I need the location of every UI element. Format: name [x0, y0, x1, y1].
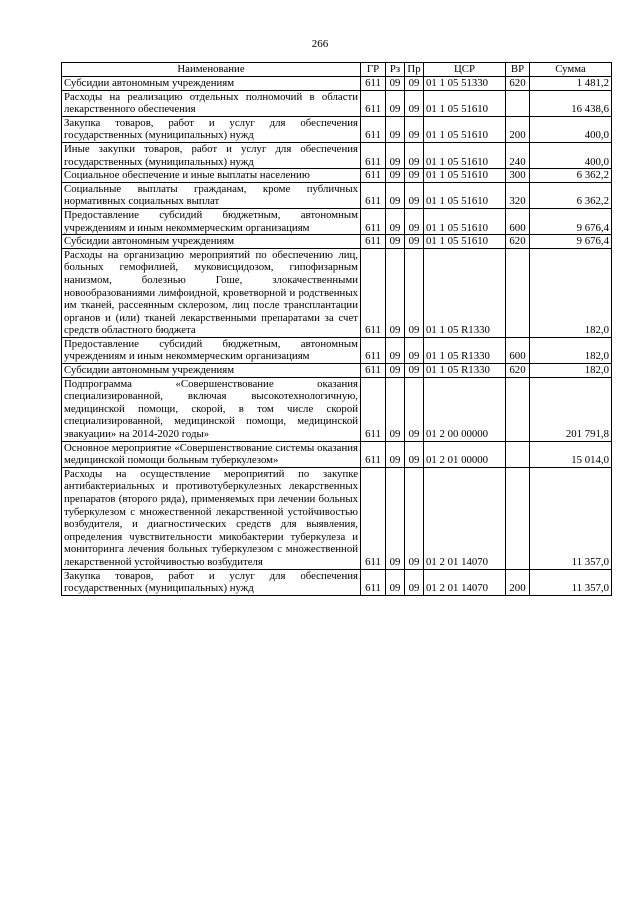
table-row: [62, 77, 612, 91]
cell-gr: 611: [361, 248, 386, 337]
cell-sum: 6 362,2: [530, 169, 612, 183]
cell-pr: 09: [405, 90, 424, 116]
cell-gr: 611: [361, 235, 386, 249]
cell-csr: 01 1 05 51610: [424, 90, 506, 116]
cell-pr: 09: [405, 77, 424, 91]
cell-pr: 09: [405, 208, 424, 234]
cell-gr: 611: [361, 364, 386, 378]
table-row: [62, 441, 612, 467]
cell-csr: 01 1 05 R1330: [424, 337, 506, 363]
cell-pr: 09: [405, 467, 424, 569]
cell-rz: 09: [386, 169, 405, 183]
cell-vr: 600: [506, 208, 530, 234]
cell-name: Подпрограмма «Совершенствование оказания специализированной, включая высокотехнологичную, медицинской помощи, скорой, в том числе скорой специализированной, медицинской помощи, медицинской эвакуации» на 2014-2020 годы»: [62, 377, 361, 441]
cell-rz: 09: [386, 77, 405, 91]
cell-name: Субсидии автономным учреждениям: [62, 235, 361, 249]
cell-vr: 620: [506, 77, 530, 91]
table-row: [62, 364, 612, 378]
cell-gr: 611: [361, 90, 386, 116]
cell-sum: 11 357,0: [530, 569, 612, 595]
table-row: [62, 169, 612, 183]
cell-rz: 09: [386, 569, 405, 595]
cell-csr: 01 1 05 51610: [424, 235, 506, 249]
cell-csr: 01 1 05 R1330: [424, 248, 506, 337]
cell-gr: 611: [361, 377, 386, 441]
cell-sum: 9 676,4: [530, 208, 612, 234]
cell-sum: 1 481,2: [530, 77, 612, 91]
cell-pr: 09: [405, 377, 424, 441]
cell-sum: 16 438,6: [530, 90, 612, 116]
header-name: Наименование: [62, 63, 361, 77]
cell-vr: 200: [506, 116, 530, 142]
table-row: [62, 467, 612, 569]
cell-name: Предоставление субсидий бюджетным, автономным учреждениям и иным некоммерческим организациям: [62, 337, 361, 363]
cell-name: Закупка товаров, работ и услуг для обеспечения государственных (муниципальных) нужд: [62, 116, 361, 142]
cell-gr: 611: [361, 169, 386, 183]
table-row: [62, 235, 612, 249]
cell-name: Расходы на реализацию отдельных полномочий в области лекарственного обеспечения: [62, 90, 361, 116]
cell-sum: 9 676,4: [530, 235, 612, 249]
cell-name: Закупка товаров, работ и услуг для обеспечения государственных (муниципальных) нужд: [62, 569, 361, 595]
cell-vr: 620: [506, 235, 530, 249]
header-sum: Сумма: [530, 63, 612, 77]
cell-rz: 09: [386, 90, 405, 116]
page-number: 266: [311, 38, 329, 50]
cell-csr: 01 1 05 51610: [424, 116, 506, 142]
cell-vr: [506, 467, 530, 569]
cell-sum: 182,0: [530, 364, 612, 378]
cell-vr: [506, 377, 530, 441]
cell-gr: 611: [361, 441, 386, 467]
cell-sum: 11 357,0: [530, 467, 612, 569]
table-header-row: [62, 63, 612, 77]
cell-rz: 09: [386, 377, 405, 441]
cell-gr: 611: [361, 569, 386, 595]
cell-vr: [506, 441, 530, 467]
cell-name: Социальные выплаты гражданам, кроме публичных нормативных социальных выплат: [62, 182, 361, 208]
cell-pr: 09: [405, 337, 424, 363]
cell-csr: 01 1 05 51610: [424, 169, 506, 183]
table-row: [62, 90, 612, 116]
table-row: [62, 116, 612, 142]
cell-rz: 09: [386, 208, 405, 234]
cell-csr: 01 2 00 00000: [424, 377, 506, 441]
cell-pr: 09: [405, 116, 424, 142]
cell-vr: 620: [506, 364, 530, 378]
cell-gr: 611: [361, 182, 386, 208]
cell-name: Социальное обеспечение и иные выплаты населению: [62, 169, 361, 183]
cell-csr: 01 1 05 51610: [424, 182, 506, 208]
cell-pr: 09: [405, 169, 424, 183]
header-vr: ВР: [506, 63, 530, 77]
cell-csr: 01 2 01 00000: [424, 441, 506, 467]
cell-csr: 01 2 01 14070: [424, 467, 506, 569]
cell-sum: 182,0: [530, 248, 612, 337]
cell-vr: 320: [506, 182, 530, 208]
cell-name: Основное мероприятие «Совершенствование системы оказания медицинской помощи больным туберкулезом»: [62, 441, 361, 467]
cell-sum: 201 791,8: [530, 377, 612, 441]
cell-vr: [506, 90, 530, 116]
cell-rz: 09: [386, 182, 405, 208]
cell-gr: 611: [361, 142, 386, 168]
cell-csr: 01 1 05 51610: [424, 142, 506, 168]
cell-pr: 09: [405, 248, 424, 337]
table-row: [62, 142, 612, 168]
cell-csr: 01 1 05 51330: [424, 77, 506, 91]
table-row: [62, 337, 612, 363]
cell-pr: 09: [405, 569, 424, 595]
table-body: [62, 77, 612, 596]
cell-csr: 01 1 05 R1330: [424, 364, 506, 378]
cell-rz: 09: [386, 142, 405, 168]
cell-rz: 09: [386, 441, 405, 467]
cell-sum: 400,0: [530, 142, 612, 168]
budget-table: [61, 62, 612, 596]
cell-sum: 6 362,2: [530, 182, 612, 208]
cell-gr: 611: [361, 77, 386, 91]
cell-rz: 09: [386, 235, 405, 249]
cell-gr: 611: [361, 467, 386, 569]
table-row: [62, 208, 612, 234]
cell-vr: [506, 248, 530, 337]
cell-vr: 240: [506, 142, 530, 168]
cell-csr: 01 1 05 51610: [424, 208, 506, 234]
cell-gr: 611: [361, 337, 386, 363]
cell-gr: 611: [361, 116, 386, 142]
cell-csr: 01 2 01 14070: [424, 569, 506, 595]
cell-name: Расходы на организацию мероприятий по обеспечению лиц, больных гемофилией, муковисцидозом, гипофизарным нанизмом, болезнью Гоше, злокачественными новообразованиями лимфоидной, кроветворной и родственных им тканей, рассеянным склерозом, лиц после трансплантации органов и (или) тканей лекарственными препаратами за счет средств областного бюджета: [62, 248, 361, 337]
cell-name: Предоставление субсидий бюджетным, автономным учреждениям и иным некоммерческим организациям: [62, 208, 361, 234]
cell-rz: 09: [386, 364, 405, 378]
cell-pr: 09: [405, 441, 424, 467]
cell-rz: 09: [386, 116, 405, 142]
cell-sum: 400,0: [530, 116, 612, 142]
cell-rz: 09: [386, 337, 405, 363]
cell-gr: 611: [361, 208, 386, 234]
cell-name: Иные закупки товаров, работ и услуг для обеспечения государственных (муниципальных) нужд: [62, 142, 361, 168]
cell-vr: 200: [506, 569, 530, 595]
header-pr: Пр: [405, 63, 424, 77]
cell-rz: 09: [386, 248, 405, 337]
table-row: [62, 182, 612, 208]
table-row: [62, 248, 612, 337]
cell-name: Расходы на осуществление мероприятий по закупке антибактериальных и противотуберкулезных лекарственных препаратов (второго ряда), применяемых при лечении больных туберкулезом с множественной лекарственной устойчивостью возбудителя, и диагностических средств для выявления, определения чувствительности микобактерии туберкулеза и мониторинга лечения больных туберкулезом с множественной лекарственной устойчивостью возбудителя: [62, 467, 361, 569]
cell-rz: 09: [386, 467, 405, 569]
header-rz: Рз: [386, 63, 405, 77]
cell-pr: 09: [405, 364, 424, 378]
cell-sum: 15 014,0: [530, 441, 612, 467]
cell-name: Субсидии автономным учреждениям: [62, 77, 361, 91]
cell-sum: 182,0: [530, 337, 612, 363]
cell-vr: 600: [506, 337, 530, 363]
header-csr: ЦСР: [424, 63, 506, 77]
table-row: [62, 569, 612, 595]
cell-pr: 09: [405, 142, 424, 168]
cell-pr: 09: [405, 182, 424, 208]
cell-name: Субсидии автономным учреждениям: [62, 364, 361, 378]
table-row: [62, 377, 612, 441]
header-gr: ГР: [361, 63, 386, 77]
cell-vr: 300: [506, 169, 530, 183]
cell-pr: 09: [405, 235, 424, 249]
